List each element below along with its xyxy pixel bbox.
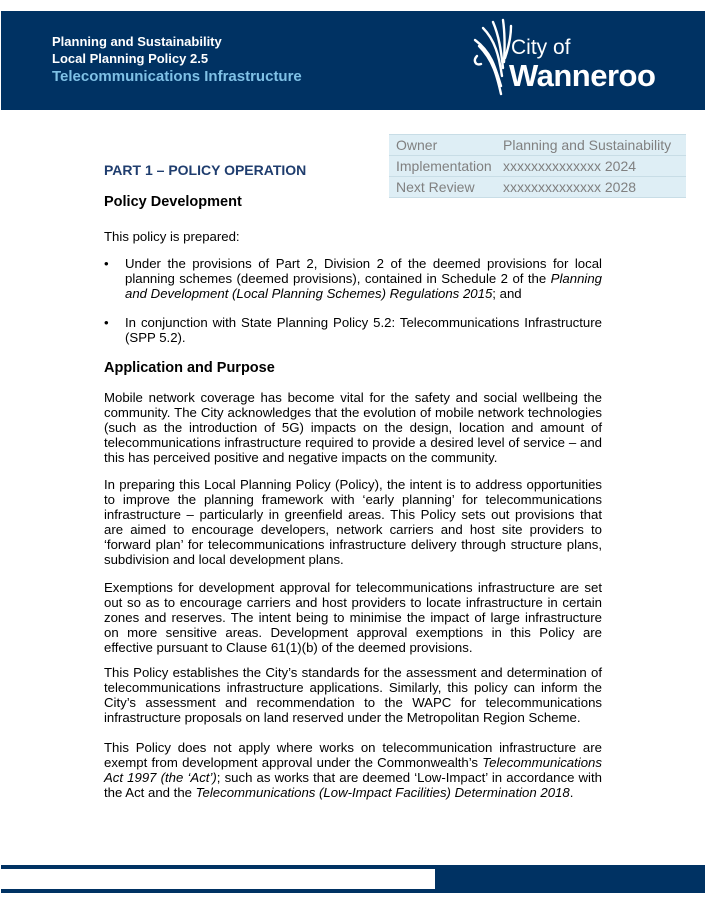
bullet-icon: • bbox=[104, 256, 109, 271]
meta-label: Owner bbox=[389, 135, 496, 156]
footer-brand-block bbox=[435, 865, 705, 893]
body-paragraph-act: This Policy does not apply where works on telecommunication infrastructure are exempt from development approval under the Commonwealth’s Telecommunications Act 1997 (the ‘Act’); such as works that are deemed ‘Low-Impact’ in accordance with the Act and the Telecommunications (Low-Impact Facilities) Determination 2018. bbox=[104, 740, 602, 800]
section-heading-application-purpose: Application and Purpose bbox=[104, 360, 275, 376]
policy-number: Local Planning Policy 2.5 bbox=[52, 51, 209, 66]
city-logo bbox=[471, 16, 681, 96]
body-paragraph: Exemptions for development approval for telecommunications infrastructure are set out so as to encourage carriers and host providers to locate infrastructure in certain zones and reserves. The intent being to minimise the impact of large infrastructure on more sensitive areas. Development approval exemptions in this Policy are effective pursuant to Clause 61(1)(b) of the deemed provisions. bbox=[104, 580, 602, 655]
policy-title: Telecommunications Infrastructure bbox=[52, 68, 302, 85]
intro-paragraph: This policy is prepared: bbox=[104, 229, 240, 244]
policy-meta-table bbox=[389, 134, 686, 198]
logo-city-of: City of bbox=[511, 36, 571, 59]
department-label: Planning and Sustainability bbox=[52, 34, 222, 49]
body-paragraph: In preparing this Local Planning Policy (Policy), the intent is to address opportunities to improve the planning framework with ‘early planning’ for telecommunications infrastructure – particularly in greenfield areas. This Policy sets out provisions that are aimed to encourage developers, network carriers and host site providers to ‘forward plan’ for telecommunications infrastructure delivery through structure plans, subdivision and local development plans. bbox=[104, 477, 602, 567]
meta-label: Implementation bbox=[389, 156, 496, 177]
meta-label: Next Review bbox=[389, 177, 496, 198]
bullet-icon: • bbox=[104, 315, 109, 330]
meta-value: xxxxxxxxxxxxxx 2028 bbox=[496, 177, 686, 198]
meta-row-next-review bbox=[389, 177, 686, 198]
meta-row-owner bbox=[389, 135, 686, 156]
logo-wanneroo: Wanneroo bbox=[509, 58, 656, 93]
bullet-text: Under the provisions of Part 2, Division 2 of the deemed provisions for local planning schemes (deemed provisions), contained in Schedule 2 of the Planning and Development (Local Planning Schemes) Regulations 2015; and bbox=[125, 256, 602, 301]
meta-value: Planning and Sustainability bbox=[496, 135, 686, 156]
bullet-item bbox=[104, 256, 602, 301]
meta-value: xxxxxxxxxxxxxx 2024 bbox=[496, 156, 686, 177]
bullet-item bbox=[104, 315, 602, 345]
body-paragraph: This Policy establishes the City’s standards for the assessment and determination of telecommunications infrastructure applications. Similarly, this policy can inform the City’s assessment and recommendation to the WAPC for telecommunications infrastructure proposals on land reserved under the Metropolitan Region Scheme. bbox=[104, 665, 602, 725]
meta-row-implementation bbox=[389, 156, 686, 177]
section-heading-policy-development: Policy Development bbox=[104, 194, 242, 210]
part-heading: PART 1 – POLICY OPERATION bbox=[104, 162, 307, 178]
body-paragraph: Mobile network coverage has become vital for the safety and social wellbeing the community. The City acknowledges that the evolution of mobile network technologies (such as the introduction of 5G) impacts on the design, location and amount of telecommunications infrastructure required to provide a desired level of service – and this has perceived positive and negative impacts on the community. bbox=[104, 390, 602, 465]
bullet-text: In conjunction with State Planning Policy 5.2: Telecommunications Infrastructure (SPP 5.2). bbox=[125, 315, 602, 345]
header-banner bbox=[1, 11, 705, 110]
